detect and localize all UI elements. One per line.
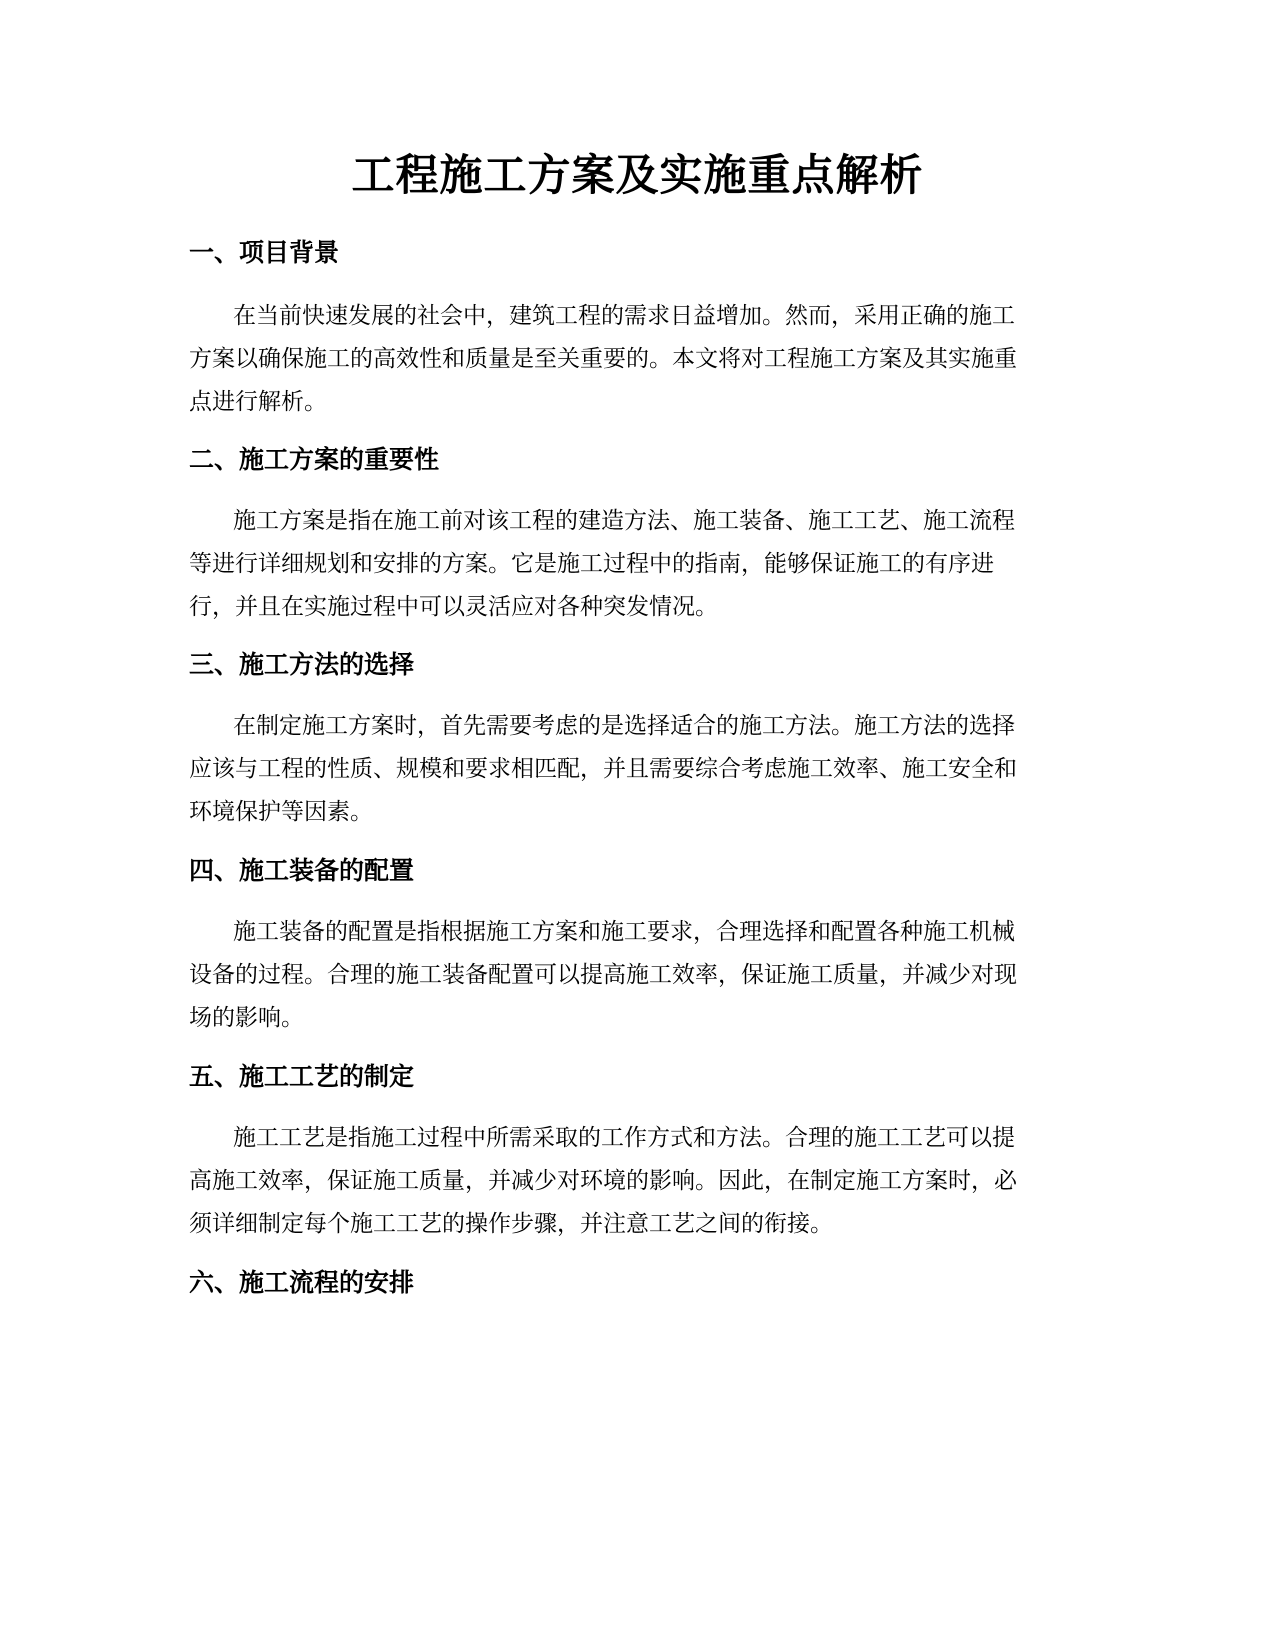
section-paragraph-method-selection: [189, 705, 1089, 834]
paragraph-line: 点进行解析。: [189, 389, 327, 415]
paragraph-line: 行，并且在实施过程中可以灵活应对各种突发情况。: [189, 594, 718, 620]
paragraph-line: 设备的过程。合理的施工装备配置可以提高施工效率，保证施工质量，并减少对现: [189, 962, 1017, 988]
paragraph-line: 等进行详细规划和安排的方案。它是施工过程中的指南，能够保证施工的有序进: [189, 551, 994, 577]
section-heading-workflow-arrangement: 六、施工流程的安排: [189, 1268, 415, 1297]
paragraph-line: 在当前快速发展的社会中，建筑工程的需求日益增加。然而，采用正确的施工: [233, 303, 1015, 329]
section-heading-equipment-configuration: 四、施工装备的配置: [189, 856, 415, 885]
paragraph-line: 高施工效率，保证施工质量，并减少对环境的影响。因此，在制定施工方案时，必: [189, 1168, 1017, 1194]
section-paragraph-process-formulation: [189, 1117, 1089, 1246]
paragraph-line: 方案以确保施工的高效性和质量是至关重要的。本文将对工程施工方案及其实施重: [189, 346, 1017, 372]
section-heading-project-background: 一、项目背景: [189, 238, 340, 267]
paragraph-line: 施工装备的配置是指根据施工方案和施工要求，合理选择和配置各种施工机械: [233, 919, 1015, 945]
paragraph-line: 场的影响。: [189, 1005, 304, 1031]
paragraph-line: 环境保护等因素。: [189, 799, 373, 825]
section-heading-method-selection: 三、施工方法的选择: [189, 650, 415, 679]
section-heading-process-formulation: 五、施工工艺的制定: [189, 1062, 415, 1091]
paragraph-line: 应该与工程的性质、规模和要求相匹配，并且需要综合考虑施工效率、施工安全和: [189, 756, 1017, 782]
section-paragraph-project-background: [189, 295, 1089, 424]
paragraph-line: 施工方案是指在施工前对该工程的建造方法、施工装备、施工工艺、施工流程: [233, 508, 1015, 534]
paragraph-line: 施工工艺是指施工过程中所需采取的工作方式和方法。合理的施工工艺可以提: [233, 1125, 1015, 1151]
section-heading-plan-importance: 二、施工方案的重要性: [189, 445, 440, 474]
paragraph-line: 在制定施工方案时，首先需要考虑的是选择适合的施工方法。施工方法的选择: [233, 713, 1015, 739]
section-paragraph-plan-importance: [189, 500, 1089, 629]
section-paragraph-equipment-configuration: [189, 911, 1089, 1040]
paragraph-line: 须详细制定每个施工工艺的操作步骤，并注意工艺之间的衔接。: [189, 1211, 833, 1237]
document-title: 工程施工方案及实施重点解析: [351, 151, 924, 201]
